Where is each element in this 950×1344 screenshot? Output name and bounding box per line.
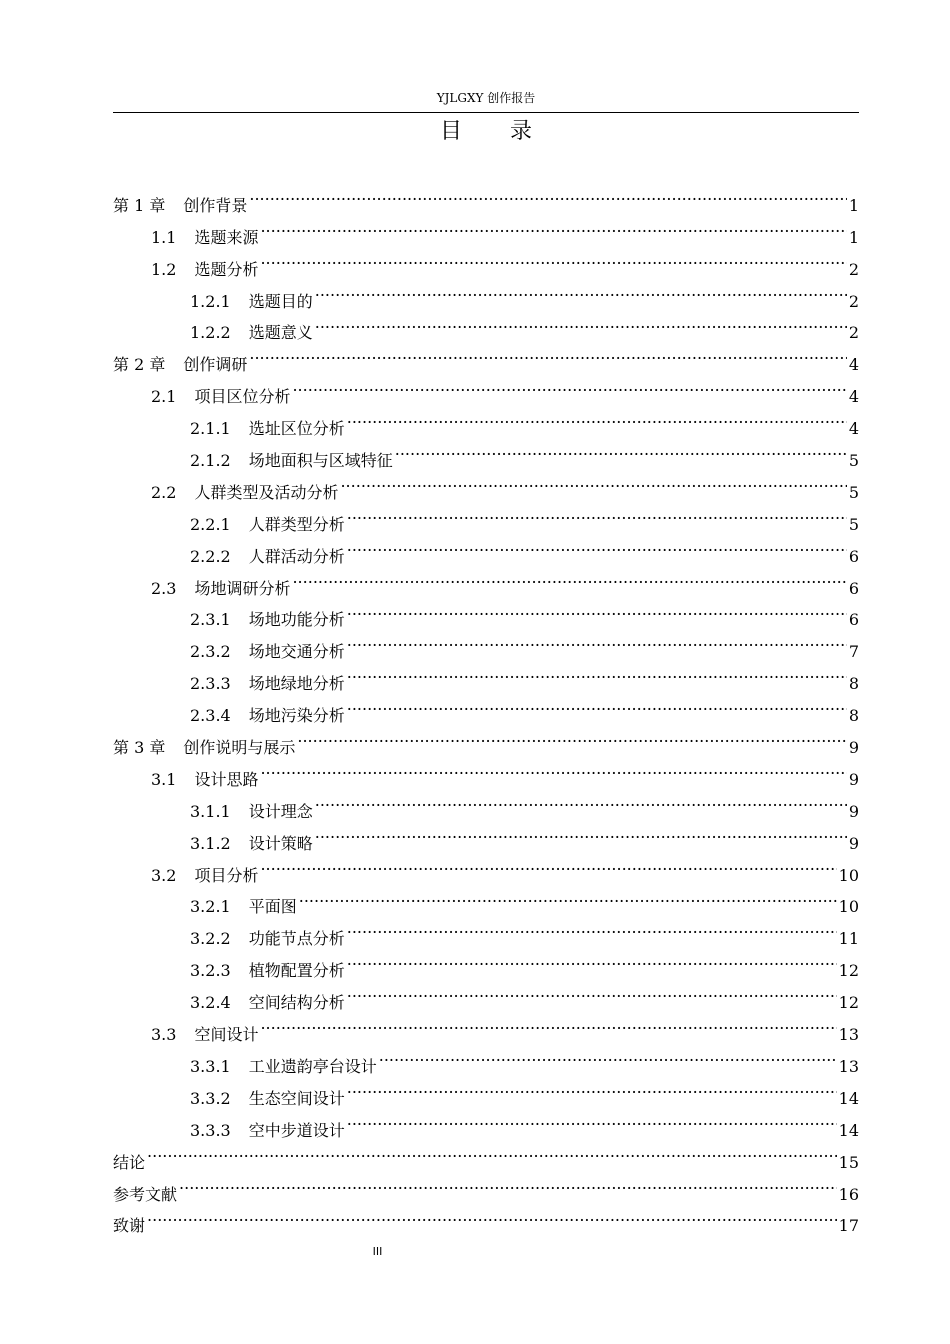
toc-entry-page: 4 (848, 387, 859, 407)
toc-title: 目录 (439, 119, 580, 144)
dot-leader (260, 1008, 836, 1040)
toc-entry-page: 11 (838, 929, 859, 949)
dot-leader (292, 370, 846, 402)
toc-entry-page: 9 (848, 833, 859, 853)
toc-entry-page: 7 (848, 642, 859, 662)
toc-entry-page: 4 (848, 419, 859, 439)
toc-entry-number: 3.3.1 (190, 1056, 231, 1076)
toc-entry-page: 13 (838, 1056, 859, 1076)
toc-entry-number: 3.2.3 (190, 961, 231, 981)
toc-entry-label: 生态空间设计 (248, 1088, 345, 1108)
dot-leader (347, 530, 847, 562)
toc-entry-label: 场地污染分析 (248, 706, 345, 726)
table-of-contents (113, 179, 859, 1236)
dot-leader (249, 338, 846, 370)
toc-entry-label: 场地调研分析 (194, 578, 291, 598)
toc-entry-page: 5 (848, 451, 859, 471)
toc-entry[interactable] (113, 1200, 859, 1236)
toc-entry-page: 1 (848, 195, 859, 215)
toc-entry-number: 3.3.3 (190, 1120, 231, 1140)
toc-entry-number: 1.1 (151, 227, 177, 247)
dot-leader (315, 785, 847, 817)
toc-entry-label: 项目分析 (194, 865, 259, 885)
toc-entry-number: 1.2 (151, 259, 177, 279)
toc-entry-label: 结论 (113, 1152, 146, 1172)
toc-entry-number: 3.1.2 (190, 833, 231, 853)
toc-entry-page: 6 (848, 610, 859, 630)
toc-entry-number: 2.1.2 (190, 451, 231, 471)
toc-entry-label: 选题目的 (248, 291, 313, 311)
toc-entry-page: 4 (848, 355, 859, 375)
dot-leader (260, 243, 846, 275)
toc-entry-number: 2.3 (151, 578, 177, 598)
dot-leader (179, 1168, 837, 1200)
toc-entry-label: 设计策略 (248, 833, 313, 853)
toc-entry-label: 工业遗韵亭台设计 (248, 1056, 377, 1076)
toc-entry-page: 10 (838, 865, 859, 885)
page-header: YJLGXY 创作报告 (436, 91, 536, 105)
toc-entry-label: 功能节点分析 (248, 929, 345, 949)
toc-entry-label: 参考文献 (113, 1184, 178, 1204)
dot-leader (340, 466, 846, 498)
dot-leader (147, 1200, 837, 1232)
toc-entry-page: 10 (838, 897, 859, 917)
toc-entry-label: 场地面积与区域特征 (248, 451, 393, 471)
toc-entry-label: 选题来源 (194, 227, 259, 247)
toc-entry-number: 3.3.2 (190, 1088, 231, 1108)
toc-entry-page: 15 (838, 1152, 859, 1172)
dot-leader (379, 1040, 837, 1072)
toc-entry-label: 空间设计 (194, 1025, 259, 1045)
dot-leader (292, 562, 846, 594)
dot-leader (347, 1104, 837, 1136)
toc-entry-number: 2.2 (151, 482, 177, 502)
toc-entry-page: 2 (848, 323, 859, 343)
toc-entry-label: 创作背景 (183, 195, 248, 215)
dot-leader (347, 498, 847, 530)
dot-leader (297, 721, 846, 753)
toc-entry-page: 12 (838, 961, 859, 981)
toc-entry-label: 设计思路 (194, 769, 259, 789)
header-divider (113, 112, 859, 113)
toc-entry-page: 14 (838, 1120, 859, 1140)
toc-entry-page: 16 (838, 1184, 859, 1204)
dot-leader (347, 657, 847, 689)
toc-entry-number: 2.2.2 (190, 546, 231, 566)
toc-entry-number: 2.3.1 (190, 610, 231, 630)
toc-entry-number: 3.2.1 (190, 897, 231, 917)
toc-entry-label: 场地交通分析 (248, 642, 345, 662)
dot-leader (347, 625, 847, 657)
toc-entry-number: 3.1 (151, 769, 177, 789)
toc-entry-label: 场地绿地分析 (248, 674, 345, 694)
toc-entry-page: 13 (838, 1025, 859, 1045)
toc-entry-number: 2.1.1 (190, 419, 231, 439)
toc-entry-page: 9 (848, 738, 859, 758)
toc-entry-label: 选址区位分析 (248, 419, 345, 439)
toc-entry-page: 8 (848, 674, 859, 694)
dot-leader (260, 849, 836, 881)
toc-entry-label: 人群活动分析 (248, 546, 345, 566)
toc-entry-number: 3.2.2 (190, 929, 231, 949)
toc-entry-number: 1.2.1 (190, 291, 231, 311)
toc-entry-label: 人群类型及活动分析 (194, 482, 339, 502)
toc-entry[interactable] (113, 1136, 859, 1172)
toc-entry-label: 创作调研 (183, 355, 248, 375)
dot-leader (395, 434, 847, 466)
toc-entry-label: 人群类型分析 (248, 514, 345, 534)
toc-entry-label: 植物配置分析 (248, 961, 345, 981)
toc-entry-number: 3.3 (151, 1025, 177, 1045)
dot-leader (347, 689, 847, 721)
toc-entry-label: 项目区位分析 (194, 387, 291, 407)
toc-entry-page: 2 (848, 291, 859, 311)
toc-entry-number: 1.2.2 (190, 323, 231, 343)
toc-entry[interactable] (113, 1168, 859, 1204)
toc-entry-number: 3.2 (151, 865, 177, 885)
dot-leader (260, 753, 846, 785)
toc-entry-page: 9 (848, 769, 859, 789)
dot-leader (347, 912, 837, 944)
dot-leader (347, 594, 847, 626)
toc-entry-page: 1 (848, 227, 859, 247)
toc-entry-label: 致谢 (113, 1216, 146, 1236)
toc-entry-number: 第 1 章 (113, 195, 166, 215)
toc-entry-label: 创作说明与展示 (183, 738, 296, 758)
toc-entry-page: 6 (848, 578, 859, 598)
toc-entry-page: 5 (848, 482, 859, 502)
toc-entry-page: 2 (848, 259, 859, 279)
toc-entry-page: 17 (838, 1216, 859, 1236)
toc-entry-label: 空间结构分析 (248, 993, 345, 1013)
dot-leader (347, 944, 837, 976)
toc-entry[interactable] (113, 179, 859, 215)
toc-entry-number: 3.1.1 (190, 801, 231, 821)
toc-entry-label: 平面图 (248, 897, 297, 917)
page-number: III (372, 1245, 383, 1258)
toc-entry-label: 选题意义 (248, 323, 313, 343)
toc-entry-page: 9 (848, 801, 859, 821)
toc-entry-number: 2.3.4 (190, 706, 231, 726)
dot-leader (315, 307, 847, 339)
toc-entry-page: 14 (838, 1088, 859, 1108)
toc-entry-number: 2.2.1 (190, 514, 231, 534)
dot-leader (315, 817, 847, 849)
toc-entry-number: 2.3.3 (190, 674, 231, 694)
toc-entry-label: 设计理念 (248, 801, 313, 821)
toc-entry-number: 第 3 章 (113, 738, 166, 758)
toc-entry-label: 场地功能分析 (248, 610, 345, 630)
toc-entry-page: 8 (848, 706, 859, 726)
toc-entry-page: 5 (848, 514, 859, 534)
dot-leader (147, 1136, 837, 1168)
toc-entry-label: 选题分析 (194, 259, 259, 279)
toc-entry-number: 2.1 (151, 387, 177, 407)
dot-leader (260, 211, 846, 243)
dot-leader (347, 976, 837, 1008)
dot-leader (315, 275, 847, 307)
toc-entry-page: 6 (848, 546, 859, 566)
dot-leader (347, 1072, 837, 1104)
toc-entry-label: 空中步道设计 (248, 1120, 345, 1140)
dot-leader (347, 402, 847, 434)
toc-entry-page: 12 (838, 993, 859, 1013)
dot-leader (249, 179, 846, 211)
toc-entry-number: 第 2 章 (113, 355, 166, 375)
dot-leader (299, 881, 837, 913)
toc-entry-number: 2.3.2 (190, 642, 231, 662)
toc-entry-number: 3.2.4 (190, 993, 231, 1013)
